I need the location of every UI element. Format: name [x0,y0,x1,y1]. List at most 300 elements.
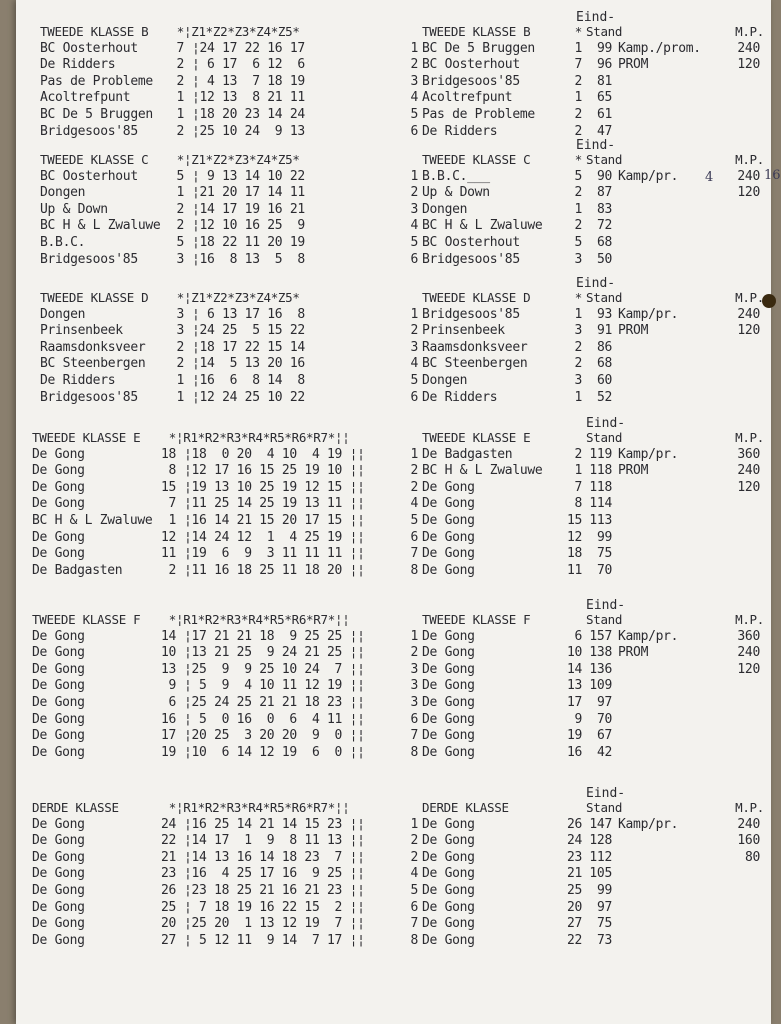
final-score: 83 [596,201,612,217]
position: 6 [410,123,418,139]
team-name: De Gong [422,678,475,694]
team-number: 1 [176,185,184,201]
final-score: 42 [596,744,612,760]
table-row [404,373,764,390]
header-star: * [574,290,582,305]
team-number: 20 [160,916,176,932]
final-score: 128 [589,833,612,849]
round-scores: ¦21 20 17 14 11 [192,185,305,201]
table-row [404,695,764,712]
table-row [404,530,764,547]
final-score: 97 [596,899,612,915]
mp-header: M.P. [735,152,764,167]
team-name: De Gong [422,694,475,710]
team-name: De Gong [422,496,475,512]
mp-header: M.P. [735,290,764,305]
table-row [404,833,764,850]
table-row [404,307,764,324]
table-row [32,728,365,745]
round-columns: ¦Z1*Z2*Z3*Z4*Z5* [184,152,300,167]
table-row [32,833,365,850]
eind-label: Eind- [576,276,616,291]
final-score: 52 [596,389,612,405]
team-name: De Gong [422,932,475,948]
table-row [404,850,764,867]
round-scores: ¦ 5 9 4 10 11 12 19 ¦¦ [184,678,365,694]
team-number: 2 [574,106,582,122]
right-header [404,612,764,629]
table-row [404,513,764,530]
section-title: TWEEDE KLASSE B [40,24,149,39]
round-scores: ¦14 13 16 14 18 23 7 ¦¦ [184,849,365,865]
team-name: De Gong [422,916,475,932]
team-number: 7 [168,496,176,512]
table-row [404,817,764,834]
table-row [32,883,365,900]
final-score: 47 [596,123,612,139]
team-number: 3 [574,372,582,388]
score-sheet [16,0,781,1024]
left-header [32,612,365,629]
team-name: De Gong [32,744,85,760]
master-points: 120 [737,57,760,73]
team-name: Up & Down [422,185,490,201]
team-name: BC Oosterhout [40,40,138,56]
team-number: 1 [176,372,184,388]
team-name: Prinsenbeek [422,323,505,339]
table-row [404,169,764,186]
section-title: TWEEDE KLASSE B [422,24,531,39]
team-name: De Gong [32,916,85,932]
team-name: De Gong [32,678,85,694]
table-row [404,356,764,373]
final-score: 93 [596,306,612,322]
team-number: 2 [574,356,582,372]
master-points: 120 [737,185,760,201]
team-number: 1 [574,40,582,56]
position: 4 [410,356,418,372]
table-row [32,817,365,834]
team-number: 14 [566,661,582,677]
table-row [32,916,365,933]
round-columns: ¦R1*R2*R3*R4*R5*R6*R7*¦¦ [176,612,350,627]
team-name: De Gong [422,866,475,882]
position: 7 [410,728,418,744]
round-scores: ¦16 4 25 17 16 9 25 ¦¦ [184,866,365,882]
position: 1 [410,816,418,832]
position: 6 [410,711,418,727]
team-number: 11 [160,546,176,562]
round-scores: ¦ 7 18 19 16 22 15 2 ¦¦ [184,899,365,915]
table-row [404,745,764,762]
section-title: TWEEDE KLASSE E [32,430,141,445]
final-score: 50 [596,251,612,267]
mp-header: M.P. [735,24,764,39]
left-header [32,430,365,447]
section-title: TWEEDE KLASSE E [422,430,531,445]
master-points: 240 [737,40,760,56]
team-number: 1 [176,90,184,106]
final-score: 113 [589,512,612,528]
team-number: 2 [574,339,582,355]
round-scores: ¦ 6 13 17 16 8 [192,306,305,322]
round-scores: ¦16 8 13 5 8 [192,251,305,267]
final-standings-table [404,800,764,949]
status-note: Kamp/pr. [618,628,679,644]
team-number: 15 [566,512,582,528]
master-points: 360 [737,446,760,462]
final-score: 109 [589,678,612,694]
round-scores: ¦24 25 5 15 22 [192,323,305,339]
position: 4 [410,90,418,106]
table-row [404,883,764,900]
team-number: 13 [160,661,176,677]
header-star: * [168,430,176,445]
team-name: De Gong [32,899,85,915]
team-name: De Gong [32,816,85,832]
position: 8 [410,562,418,578]
team-name: BC De 5 Bruggen [40,106,153,122]
final-score: 105 [589,866,612,882]
table-row [404,447,764,464]
master-points: 240 [737,645,760,661]
table-row [404,480,764,497]
final-score: 60 [596,372,612,388]
team-number: 2 [574,123,582,139]
right-header [404,290,764,307]
team-number: 21 [160,849,176,865]
round-columns: ¦Z1*Z2*Z3*Z4*Z5* [184,24,300,39]
team-name: Bridgesoos'85 [40,389,138,405]
team-number: 25 [160,899,176,915]
position: 3 [410,201,418,217]
round-scores: ¦12 17 16 15 25 19 10 ¦¦ [184,463,365,479]
status-note: Kamp/pr. [618,306,679,322]
round-scores: ¦24 17 22 16 17 [192,40,305,56]
team-number: 2 [176,218,184,234]
final-score: 118 [589,479,612,495]
status-note: PROM [618,645,649,661]
round-scores: ¦14 17 19 16 21 [192,201,305,217]
header-star: * [168,612,176,627]
table-row [404,916,764,933]
position: 1 [410,306,418,322]
team-name: Up & Down [40,201,108,217]
table-row [40,202,305,219]
position: 6 [410,389,418,405]
final-score: 99 [596,529,612,545]
final-score: 97 [596,694,612,710]
position: 6 [410,251,418,267]
final-score: 81 [596,73,612,89]
table-row [32,496,365,513]
table-row [32,900,365,917]
team-name: Dongen [40,185,86,201]
position: 2 [410,57,418,73]
team-number: 17 [160,728,176,744]
right-header [404,430,764,447]
final-score: 138 [589,645,612,661]
final-score: 99 [596,882,612,898]
position: 1 [410,168,418,184]
team-name: De Gong [422,744,475,760]
right-header [404,24,764,41]
table-row [404,74,764,91]
table-row [404,90,764,107]
team-name: De Gong [32,496,85,512]
team-name: De Gong [422,546,475,562]
team-number: 7 [574,479,582,495]
position: 2 [410,479,418,495]
table-row [32,745,365,762]
table-row [404,678,764,695]
team-number: 27 [160,932,176,948]
table-row [32,850,365,867]
table-row [404,390,764,407]
team-number: 3 [176,306,184,322]
section-title: TWEEDE KLASSE D [40,290,149,305]
master-points: 240 [737,816,760,832]
team-name: De Gong [422,479,475,495]
table-row [32,933,365,950]
table-row [32,480,365,497]
team-name: De Ridders [40,57,116,73]
round-scores: ¦12 10 16 25 9 [192,218,305,234]
team-number: 2 [176,339,184,355]
round-scores: ¦ 9 13 14 10 22 [192,168,305,184]
position: 1 [410,628,418,644]
team-number: 10 [566,645,582,661]
eind-label: Eind- [586,786,626,801]
table-row [32,447,365,464]
team-number: 7 [574,57,582,73]
final-score: 157 [589,628,612,644]
team-name: BC H & L Zwaluwe [40,218,161,234]
team-number: 5 [574,234,582,250]
team-name: Acoltrefpunt [422,90,513,106]
team-number: 19 [566,728,582,744]
eind-label: Eind- [586,416,626,431]
table-row [40,373,305,390]
section-title: TWEEDE KLASSE F [422,612,531,627]
status-note: Kamp/pr. [618,816,679,832]
table-row [40,169,305,186]
final-score: 99 [596,40,612,56]
team-number: 14 [160,628,176,644]
position: 5 [410,512,418,528]
team-number: 3 [176,323,184,339]
position: 1 [410,446,418,462]
round-scores-table [40,290,305,406]
position: 2 [410,645,418,661]
team-name: De Gong [32,849,85,865]
table-row [404,185,764,202]
team-number: 16 [160,711,176,727]
team-number: 15 [160,479,176,495]
final-standings-table [404,152,764,268]
team-name: BC Steenbergen [40,356,146,372]
team-name: De Gong [32,529,85,545]
team-name: Dongen [422,201,468,217]
round-scores: ¦20 25 3 20 20 9 0 ¦¦ [184,728,365,744]
round-scores-table [32,612,365,761]
team-name: BC Steenbergen [422,356,528,372]
team-number: 17 [566,694,582,710]
team-number: 2 [168,562,176,578]
table-row [40,124,305,141]
team-name: De Gong [32,628,85,644]
table-row [404,57,764,74]
final-score: 67 [596,728,612,744]
final-score: 75 [596,546,612,562]
team-number: 2 [176,123,184,139]
table-row [404,629,764,646]
team-number: 24 [160,816,176,832]
team-number: 5 [574,168,582,184]
round-scores: ¦14 17 1 9 8 11 13 ¦¦ [184,833,365,849]
master-points: 240 [737,306,760,322]
round-scores: ¦16 25 14 21 14 15 23 ¦¦ [184,816,365,832]
table-row [40,390,305,407]
team-name: De Gong [32,479,85,495]
eind-label: Eind- [576,10,616,25]
position: 4 [410,866,418,882]
final-score: 136 [589,661,612,677]
position: 6 [410,529,418,545]
standings-section [16,138,771,288]
left-header [40,152,305,169]
team-name: De Badgasten [32,562,123,578]
team-name: BC H & L Zwaluwe [422,463,543,479]
final-score: 75 [596,916,612,932]
team-name: Acoltrefpunt [40,90,131,106]
table-row [32,662,365,679]
team-number: 3 [176,251,184,267]
final-score: 118 [589,463,612,479]
final-standings-table [404,290,764,406]
team-number: 10 [160,645,176,661]
team-number: 19 [160,744,176,760]
table-row [404,323,764,340]
team-name: Dongen [40,306,86,322]
team-number: 27 [566,916,582,932]
header-star: * [574,152,582,167]
team-name: Bridgesoos'85 [422,306,520,322]
final-standings-table [404,430,764,579]
team-number: 13 [566,678,582,694]
team-name: BC Oosterhout [422,57,520,73]
table-row [404,933,764,950]
team-number: 3 [574,323,582,339]
position: 8 [410,932,418,948]
team-number: 2 [574,185,582,201]
team-number: 18 [566,546,582,562]
table-row [32,695,365,712]
position: 3 [410,661,418,677]
table-row [404,252,764,269]
table-row [40,107,305,124]
team-number: 9 [168,678,176,694]
table-row [32,645,365,662]
position: 2 [410,323,418,339]
right-header [404,800,764,817]
team-number: 18 [160,446,176,462]
final-score: 65 [596,90,612,106]
table-row [404,712,764,729]
round-columns: ¦R1*R2*R3*R4*R5*R6*R7*¦¦ [176,430,350,445]
round-scores: ¦ 6 17 6 12 6 [192,57,305,73]
round-scores: ¦18 0 20 4 10 4 19 ¦¦ [184,446,365,462]
team-name: Pas de Probleme [40,73,153,89]
round-scores: ¦18 17 22 15 14 [192,339,305,355]
team-number: 25 [566,882,582,898]
round-scores: ¦16 14 21 15 20 17 15 ¦¦ [184,512,365,528]
position: 2 [410,463,418,479]
round-scores: ¦12 13 8 21 11 [192,90,305,106]
team-number: 2 [176,201,184,217]
position: 7 [410,546,418,562]
team-name: De Gong [32,694,85,710]
table-row [404,866,764,883]
team-number: 16 [566,744,582,760]
table-row [40,90,305,107]
team-name: De Gong [32,661,85,677]
team-name: De Badgasten [422,446,513,462]
status-note: Kamp/pr. [618,168,679,184]
table-row [40,57,305,74]
team-number: 1 [574,90,582,106]
position: 3 [410,339,418,355]
table-row [32,712,365,729]
master-points: 160 [737,833,760,849]
round-scores: ¦18 20 23 14 24 [192,106,305,122]
position: 4 [410,218,418,234]
team-number: 5 [176,234,184,250]
team-name: De Gong [32,546,85,562]
round-scores: ¦13 21 25 9 24 21 25 ¦¦ [184,645,365,661]
team-number: 24 [566,833,582,849]
team-name: De Gong [422,899,475,915]
table-row [404,107,764,124]
round-scores: ¦11 16 18 25 11 18 20 ¦¦ [184,562,365,578]
round-scores: ¦ 5 12 11 9 14 7 17 ¦¦ [184,932,365,948]
status-note: Kamp./prom. [618,40,701,56]
team-name: De Gong [32,446,85,462]
section-title: DERDE KLASSE [422,800,509,815]
round-scores: ¦12 24 25 10 22 [192,389,305,405]
table-row [404,900,764,917]
final-standings-table [404,612,764,761]
status-note: PROM [618,323,649,339]
master-points: 120 [737,661,760,677]
team-name: Dongen [422,372,468,388]
table-row [404,728,764,745]
position: 2 [410,833,418,849]
team-name: BC De 5 Bruggen [422,40,535,56]
round-scores: ¦10 6 14 12 19 6 0 ¦¦ [184,744,365,760]
team-number: 6 [574,628,582,644]
round-scores: ¦25 20 1 13 12 19 7 ¦¦ [184,916,365,932]
table-row [40,252,305,269]
position: 5 [410,372,418,388]
table-row [404,645,764,662]
final-score: 112 [589,849,612,865]
team-number: 2 [574,73,582,89]
round-scores-table [40,24,305,140]
team-name: De Ridders [40,372,116,388]
master-points: 240 [737,463,760,479]
handwritten-note-edge: 16 [764,168,781,183]
